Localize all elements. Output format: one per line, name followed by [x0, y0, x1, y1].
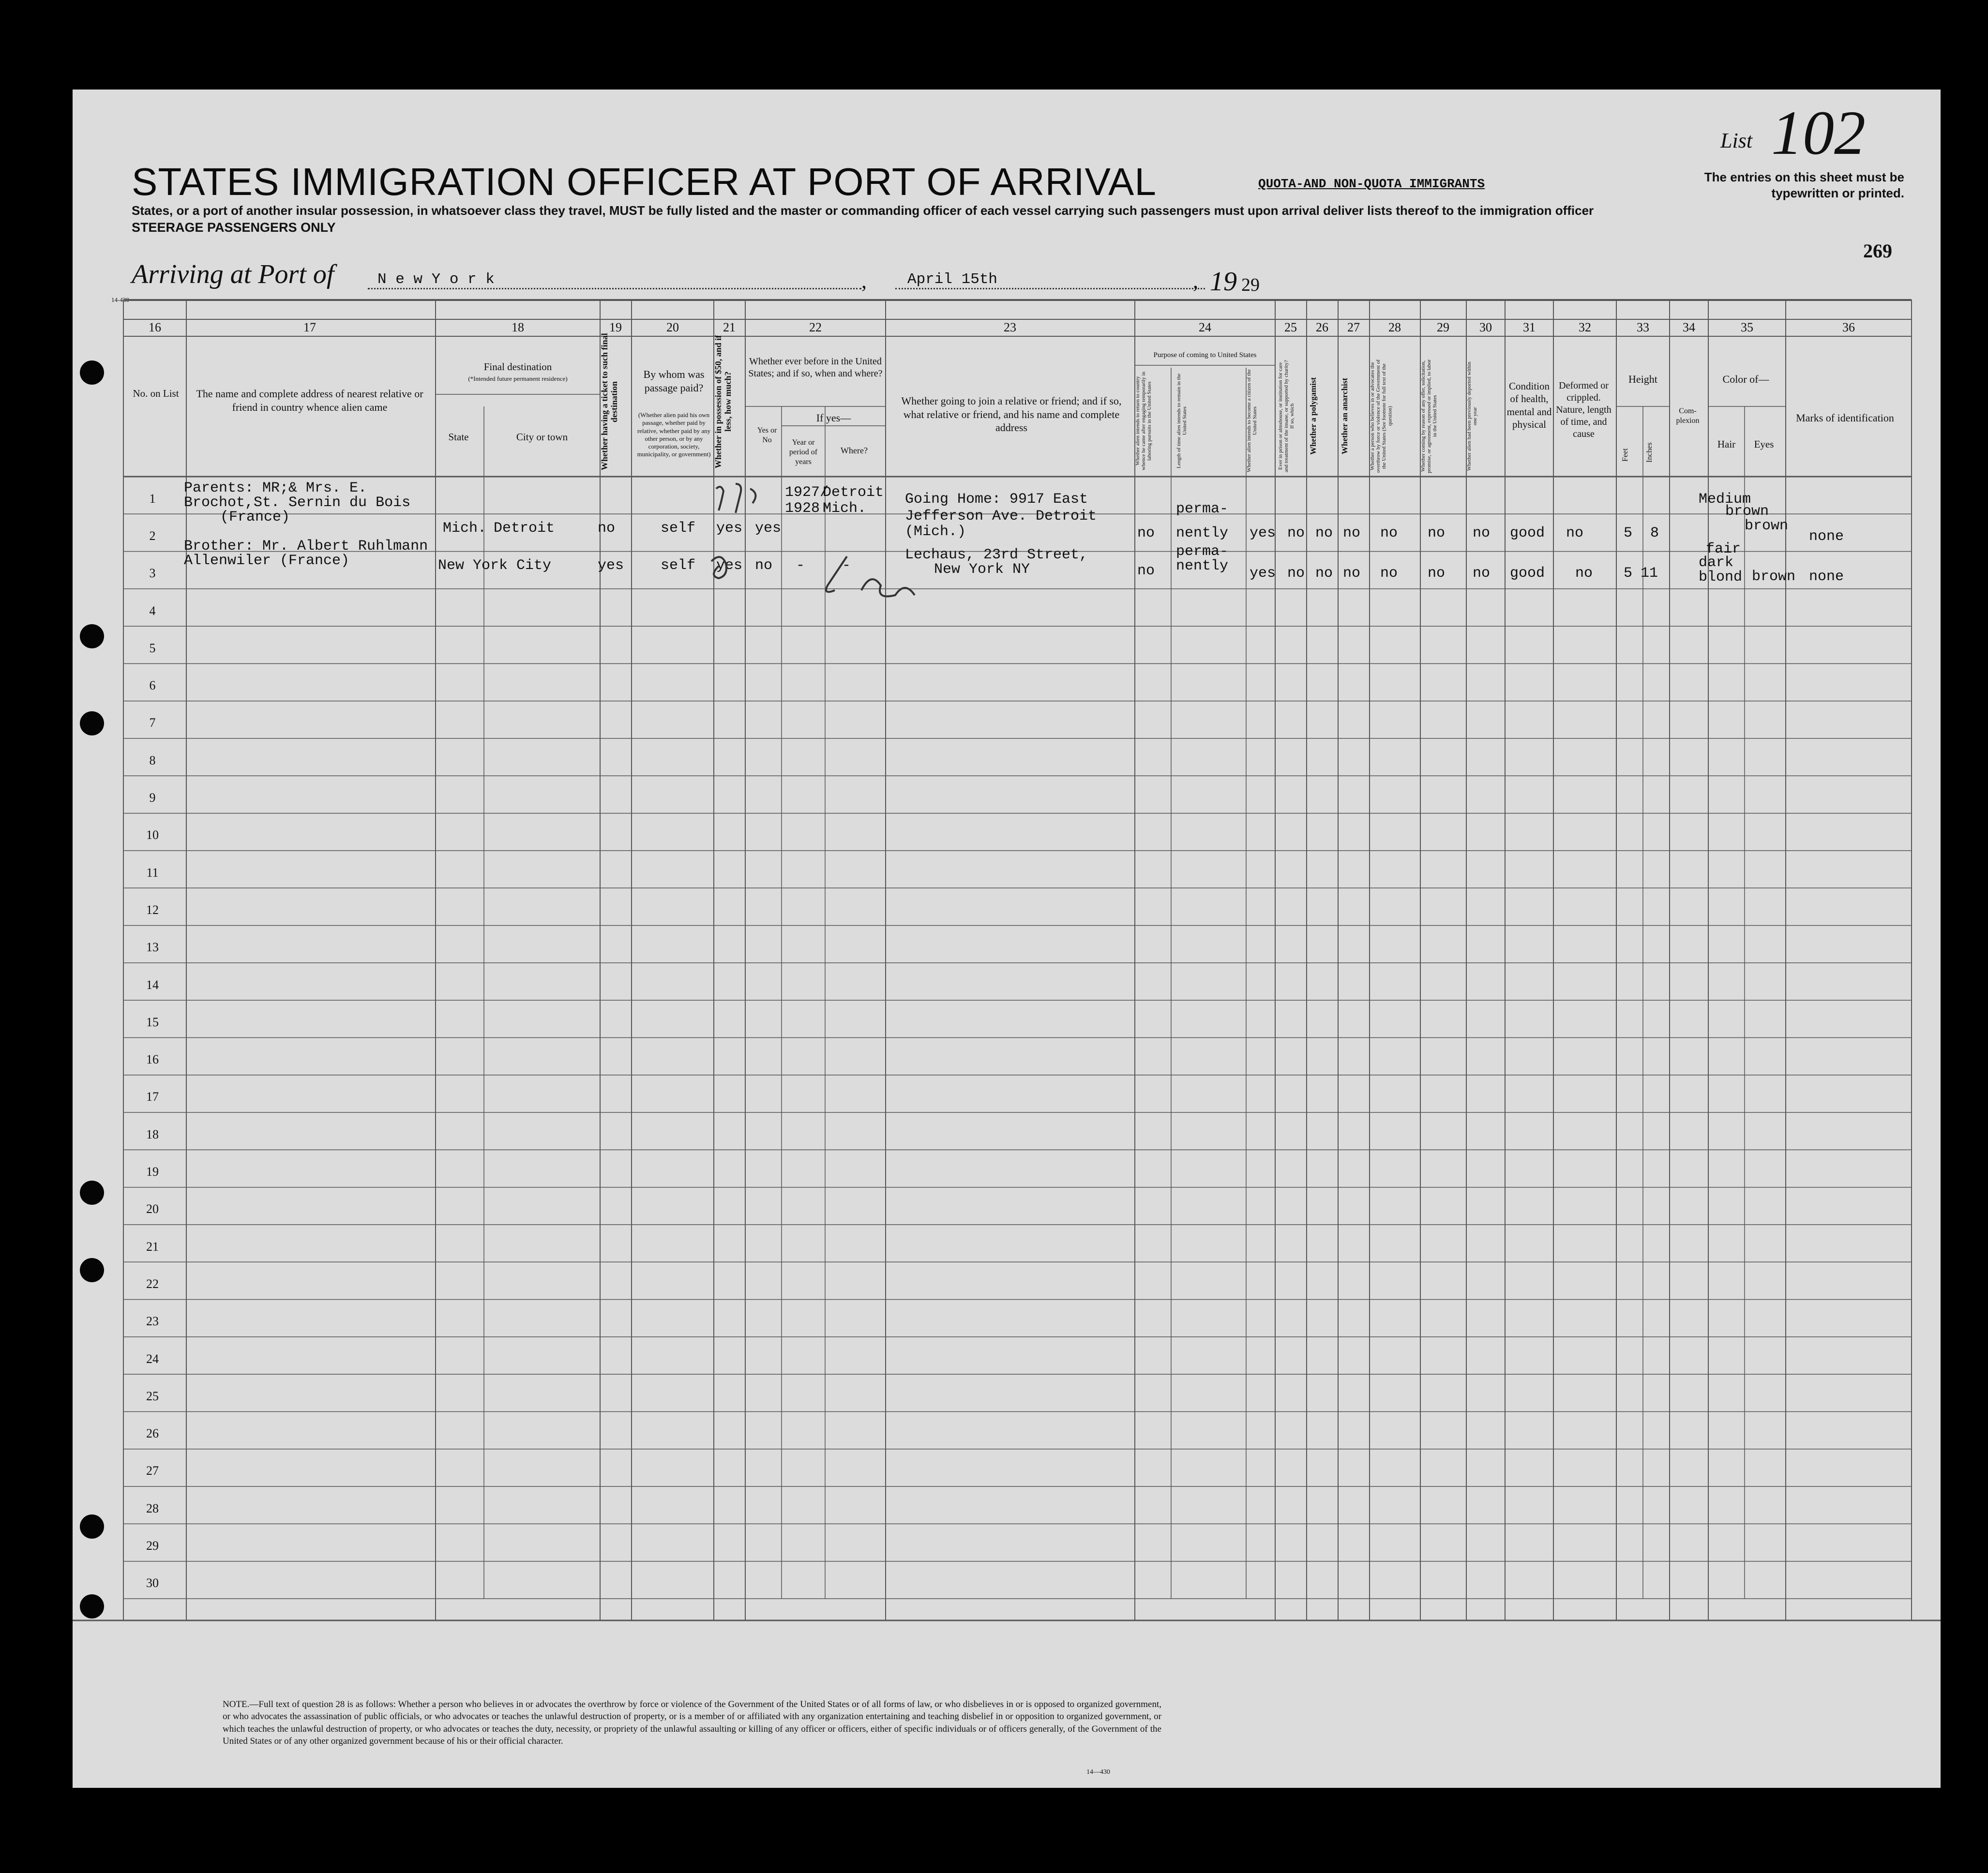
row2-length-2: nently	[1176, 558, 1229, 574]
row-number: 25	[146, 1389, 159, 1403]
form-code-top: 14-430	[111, 296, 129, 303]
row2-citizen: yes	[1250, 565, 1276, 582]
date-value: April 15th	[907, 271, 998, 288]
row-number: 6	[149, 678, 156, 693]
row2-money: yes	[716, 557, 743, 574]
row2-q29: no	[1428, 565, 1446, 582]
row2-length-1: perma-	[1176, 543, 1229, 560]
column-number: 29	[1437, 320, 1449, 334]
column-number: 22	[809, 320, 822, 334]
row2-feet: 5	[1624, 565, 1633, 582]
instruction-line: States, or a port of another insular possession, in whatsoever class they travel, MUST be fully listed and the master or commanding officer of each vessel carrying such passengers must upon arrival deliver lists thereof to the immigration officer	[132, 203, 1594, 218]
header-inches: Inches	[1645, 442, 1654, 463]
row2-paid-by: self	[661, 557, 696, 574]
row2-eyes: brown	[1752, 569, 1796, 585]
header-yes-no: Yes or No	[757, 426, 777, 444]
header-color-of: Color of—	[1722, 373, 1769, 385]
row1-deformed: no	[1566, 525, 1584, 541]
row1-ever-before: yes	[755, 520, 782, 537]
row1-inches: 8	[1650, 525, 1659, 541]
row1-join-line1: Going Home: 9917 East	[905, 491, 1088, 508]
header-nearest-relative: The name and complete address of nearest relative or friend in country whence alien came	[196, 388, 423, 413]
row2-join-line1: Lechaus, 23rd Street,	[905, 547, 1088, 563]
header-purpose-b: Length of time alien intends to remain in the United States	[1176, 373, 1188, 469]
row1-citizen: yes	[1250, 525, 1276, 541]
footer-form-code: 14—430	[1086, 1768, 1110, 1776]
header-where: Where?	[841, 446, 868, 455]
row2-inches: 11	[1641, 565, 1658, 582]
row-number: 10	[146, 828, 159, 842]
header-ever-before: Whether ever before in the United States; and if so, when and where?	[748, 356, 883, 379]
row1-relative-line2: Brochot,St. Sernin du Bois	[184, 494, 411, 511]
year-prefix: 19	[1210, 267, 1237, 297]
row1-relative-line3: (France)	[220, 509, 290, 525]
punch-hole	[80, 1258, 104, 1282]
row1-ticket: no	[598, 520, 616, 537]
row-number: 2	[149, 528, 156, 543]
footer-note: NOTE.—Full text of question 28 is as follows: Whether a person who believes in or advocates the overthrow by force or violence of the Government of the United States or of all forms of law, or who disbelieves in or is opposed to organized government, or who advocates the assassination of public officials, or who advocates or teaches the unlawful destruction of property, or is a member of or affiliated with any organization entertaining and teaching disbelief in or opposition to organized government, or which teaches the unlawful destruction of property, or who advocates or teaches the duty, necessity, or propriety of the unlawful assaulting or killing of any officer or officers, either of specific individuals or of officers generally, of the Government of the United States or of any other organized government because of his or their official character.	[223, 1699, 1161, 1746]
header-marks: Marks of identification	[1796, 412, 1894, 424]
row-number: 11	[146, 865, 159, 880]
header-passage-paid: By whom was passage paid?	[643, 368, 705, 394]
header-ticket: Whether having a ticket to such final destination	[600, 333, 619, 470]
row2-q28: no	[1380, 565, 1398, 582]
quota-label: QUOTA-AND NON-QUOTA IMMIGRANTS	[1258, 177, 1485, 191]
row1-length-2: nently	[1176, 525, 1229, 541]
row-number: 29	[146, 1539, 159, 1553]
row2-relative-line1: Brother: Mr. Albert Ruhlmann	[184, 538, 428, 554]
row1-join-line2: Jefferson Ave. Detroit	[905, 508, 1097, 524]
column-number: 17	[303, 320, 316, 334]
row1-q30: no	[1473, 525, 1491, 541]
header-deformed: Deformed or crippled. Nature, length of time, and cause	[1556, 380, 1611, 439]
column-number: 21	[723, 320, 736, 334]
column-number: 26	[1316, 320, 1328, 334]
header-if-yes: If yes—	[816, 412, 851, 424]
column-number: 32	[1579, 320, 1591, 334]
row1-paid-by: self	[661, 520, 696, 537]
header-complexion: Com-plexion	[1676, 407, 1700, 425]
page-title: STATES IMMIGRATION OFFICER AT PORT OF ARRIVAL	[132, 160, 1157, 203]
row1-anarchist: no	[1343, 525, 1361, 541]
row1-join-line3: (Mich.)	[905, 524, 966, 540]
row-number: 4	[149, 603, 156, 618]
row-number: 30	[146, 1576, 159, 1590]
header-purpose-c: Whether alien intends to become a citizen of the United States	[1246, 369, 1258, 473]
row1-q29: no	[1428, 525, 1446, 541]
row-number: 27	[146, 1464, 159, 1478]
header-height: Height	[1628, 373, 1657, 385]
comma: ,	[1193, 269, 1198, 293]
row-number: 24	[146, 1351, 159, 1366]
row2-relative-line2: Allenwiler (France)	[184, 553, 350, 569]
row1-q28: no	[1380, 525, 1398, 541]
row1-return: no	[1137, 525, 1155, 541]
row-number: 14	[146, 977, 159, 992]
row1-prison: no	[1287, 525, 1305, 541]
punch-hole	[80, 624, 104, 648]
row-number: 7	[149, 716, 156, 730]
row-number: 28	[146, 1501, 159, 1515]
comma: ,	[861, 269, 867, 293]
punch-hole	[80, 1181, 104, 1205]
column-number: 23	[1004, 320, 1016, 334]
header-col30: Whether alien had been previously deported within one year	[1466, 361, 1478, 471]
row2-complexion: fair	[1706, 541, 1741, 557]
punch-hole	[80, 711, 104, 735]
row-number: 23	[146, 1314, 159, 1329]
row2-ticket: yes	[598, 557, 624, 574]
column-number: 18	[512, 320, 524, 334]
column-number: 30	[1479, 320, 1492, 334]
header-state: State	[448, 431, 469, 443]
header-col28: Whether a person who believes in or advocates the overthrow by force or violence of the Government of the United States (See footnote for full text of the question)	[1370, 360, 1393, 473]
list-number: 102	[1771, 98, 1866, 168]
row1-state: Mich.	[443, 520, 487, 537]
column-number: 33	[1637, 320, 1649, 334]
row2-where: -	[842, 557, 851, 574]
header-final-destination: Final destination	[483, 361, 552, 373]
row-number: 1	[149, 491, 156, 506]
arriving-label: Arriving at Port of	[132, 259, 334, 289]
handwritten-annotations	[702, 479, 919, 624]
row1-money: yes	[716, 520, 743, 537]
port-value: N e w Y o r k	[377, 271, 495, 288]
list-label: List	[1720, 129, 1753, 152]
column-number: 25	[1284, 320, 1297, 334]
row-number: 26	[146, 1426, 159, 1441]
column-number: 19	[609, 320, 622, 334]
row2-join-line2: New York NY	[934, 561, 1030, 578]
row2-marks: none	[1809, 569, 1844, 585]
row-number: 5	[149, 641, 156, 655]
row2-deformed: no	[1575, 565, 1593, 582]
header-possession: Whether in possession of $50, and if less, how much?	[713, 335, 733, 468]
row2-years: -	[796, 557, 805, 574]
header-purpose-a: Whether alien intends to return to country whence he came after engaging temporarily in laboring pursuits in the United States	[1135, 372, 1153, 471]
row-number: 22	[146, 1276, 159, 1291]
row1-where: Detroit Mich.	[823, 484, 884, 517]
row2-ever-before: no	[755, 557, 773, 574]
header-anarchist: Whether an anarchist	[1340, 377, 1349, 455]
row2-return: no	[1137, 563, 1155, 579]
row-number: 9	[149, 791, 156, 805]
header-eyes: Eyes	[1754, 438, 1774, 450]
header-passage-note: (Whether alien paid his own passage, whether paid by relative, whether paid by any other person, or by any corporation, society, municipality, or government)	[637, 411, 711, 458]
header-no-on-list: No. on List	[133, 388, 179, 399]
row-number: 3	[149, 566, 156, 581]
row1-hair: brown	[1725, 503, 1769, 520]
column-number: 28	[1388, 320, 1401, 334]
column-number: 20	[666, 320, 679, 334]
row2-q30: no	[1473, 565, 1491, 582]
header-prison: Ever in prison or almshouse, or institution for care and treatment of the insane, or supported by charity? If so, which	[1278, 360, 1295, 472]
row-number: 20	[146, 1202, 159, 1216]
year-suffix: 29	[1241, 275, 1260, 295]
column-number: 31	[1523, 320, 1536, 334]
column-number: 34	[1683, 320, 1695, 334]
header-final-destination-note: (*Intended future permanent residence)	[468, 375, 568, 382]
header-polygamist: Whether a polygamist	[1309, 377, 1318, 455]
header-health: Condition of health, mental and physical	[1506, 380, 1552, 430]
row2-state: New York City	[438, 557, 552, 574]
punch-hole	[80, 1514, 104, 1539]
row2-health: good	[1510, 565, 1545, 582]
row2-prison: no	[1287, 565, 1305, 582]
header-col29: Whether coming by reason of any offer, solicitation, promise, or agreement, expressed or implied, to labor in the United States	[1420, 359, 1438, 473]
page-number: 269	[1863, 240, 1892, 262]
row2-anarchist: no	[1343, 565, 1361, 582]
punch-hole	[80, 1594, 104, 1618]
row-number: 16	[146, 1052, 159, 1067]
row1-polygamist: no	[1315, 525, 1333, 541]
column-number: 24	[1199, 320, 1211, 334]
row-number: 18	[146, 1127, 159, 1141]
row2-hair: dark blond	[1699, 554, 1743, 585]
row-number: 12	[146, 902, 159, 917]
punch-hole	[80, 360, 104, 385]
row-number: 21	[146, 1239, 159, 1254]
row1-complexion: Medium	[1699, 491, 1751, 508]
row-number: 17	[146, 1090, 159, 1104]
row-number: 8	[149, 753, 156, 767]
header-purpose: Purpose of coming to United States	[1153, 351, 1257, 359]
row1-eyes: brown	[1745, 518, 1789, 534]
row2-polygamist: no	[1315, 565, 1333, 582]
steerage-label: STEERAGE PASSENGERS ONLY	[132, 220, 336, 235]
header-year-period: Year or period of years	[789, 438, 818, 466]
row-number: 13	[146, 940, 159, 955]
row1-health: good	[1510, 525, 1545, 541]
header-join-relative: Whether going to join a relative or friend; and if so, what relative or friend, and his name and complete address	[901, 395, 1122, 434]
header-city: City or town	[516, 431, 568, 443]
column-number: 16	[149, 320, 161, 334]
row1-years: 1927/ 1928	[785, 484, 829, 517]
typewritten-note: The entries on this sheet must be typewritten or printed.	[1704, 170, 1904, 200]
column-number: 36	[1842, 320, 1855, 334]
row1-relative-line1: Parents: MR;& Mrs. E.	[184, 480, 367, 496]
row1-length-1: perma-	[1176, 501, 1229, 517]
header-hair: Hair	[1717, 438, 1736, 450]
column-number: 35	[1741, 320, 1753, 334]
row1-feet: 5	[1624, 525, 1633, 541]
column-number: 27	[1347, 320, 1360, 334]
row-number: 19	[146, 1165, 159, 1179]
row-number: 15	[146, 1015, 159, 1029]
row1-marks: none	[1809, 528, 1844, 545]
row1-city: Detroit	[494, 520, 555, 537]
header-feet: Feet	[1621, 448, 1629, 462]
